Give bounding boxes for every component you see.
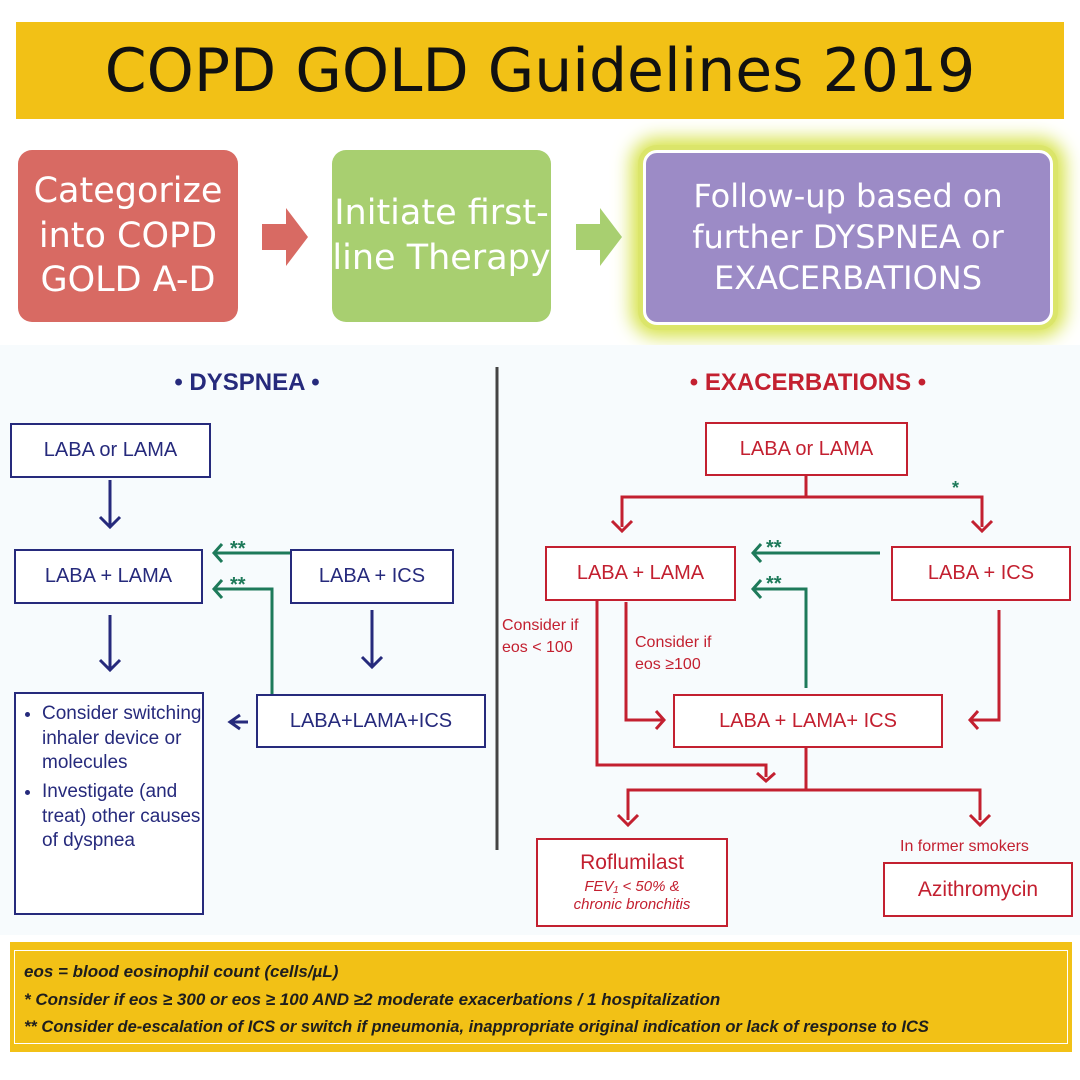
azithromycin-box: Azithromycin	[883, 862, 1073, 917]
step-followup: Follow-up based on further DYSPNEA or EXACERBATIONS	[643, 150, 1053, 325]
dyspnea-triple-therapy: LABA+LAMA+ICS	[256, 694, 486, 748]
arrow-right-icon	[576, 208, 622, 266]
roflumilast-condition: FEV₁ < 50% & chronic bronchitis	[573, 878, 691, 913]
arrow-right-icon	[262, 208, 308, 266]
dyspnea-laba-ics: LABA + ICS	[290, 549, 454, 604]
note-eos-high: Consider if eos ≥100	[635, 634, 712, 673]
dyspnea-consideration-item: • Investigate (and treat) other causes of dyspnea	[42, 780, 202, 854]
dyspnea-considerations	[14, 692, 204, 915]
exacerbations-escalation-star: *	[952, 478, 960, 498]
note-eos-low: Consider if eos < 100	[502, 617, 579, 656]
step-arrows	[0, 0, 1080, 345]
step-initiate: Initiate first-line Therapy	[332, 150, 551, 322]
exacerbations-laba-ics: LABA + ICS	[891, 546, 1071, 601]
dyspnea-heading: • DYSPNEA •	[174, 369, 320, 396]
dyspnea-laba-or-lama: LABA or LAMA	[10, 423, 211, 478]
dyspnea-laba-lama: LABA + LAMA	[14, 549, 203, 604]
exacerbations-deescalation-stars-1: **	[766, 537, 782, 559]
exacerbations-laba-lama: LABA + LAMA	[545, 546, 736, 601]
roflumilast-box	[536, 838, 728, 927]
dyspnea-deescalation-stars-2: **	[230, 574, 246, 596]
page-title: COPD GOLD Guidelines 2019	[104, 35, 976, 106]
dyspnea-deescalation-stars-1: **	[230, 538, 246, 560]
exacerbations-heading: • EXACERBATIONS •	[689, 369, 927, 396]
step-categorize: Categorize into COPD GOLD A-D	[18, 150, 238, 322]
roflumilast-label: Roflumilast	[580, 851, 684, 874]
exacerbations-laba-or-lama: LABA or LAMA	[705, 422, 908, 476]
footer-double-star-note: ** Consider de-escalation of ICS or switch if pneumonia, inappropriate original indication or lack of response to ICS	[24, 1018, 929, 1036]
footer-eos-definition: eos = blood eosinophil count (cells/µL)	[24, 962, 339, 981]
note-former-smokers: In former smokers	[900, 838, 1029, 855]
dyspnea-consideration-item: • Consider switching inhaler device or molecules	[42, 702, 202, 776]
footer-single-star-note: * Consider if eos ≥ 300 or eos ≥ 100 AND ≥2 moderate exacerbations / 1 hospitalization	[24, 990, 721, 1009]
exacerbations-deescalation-stars-2: **	[766, 573, 782, 595]
exacerbations-triple-therapy: LABA + LAMA+ ICS	[673, 694, 943, 748]
